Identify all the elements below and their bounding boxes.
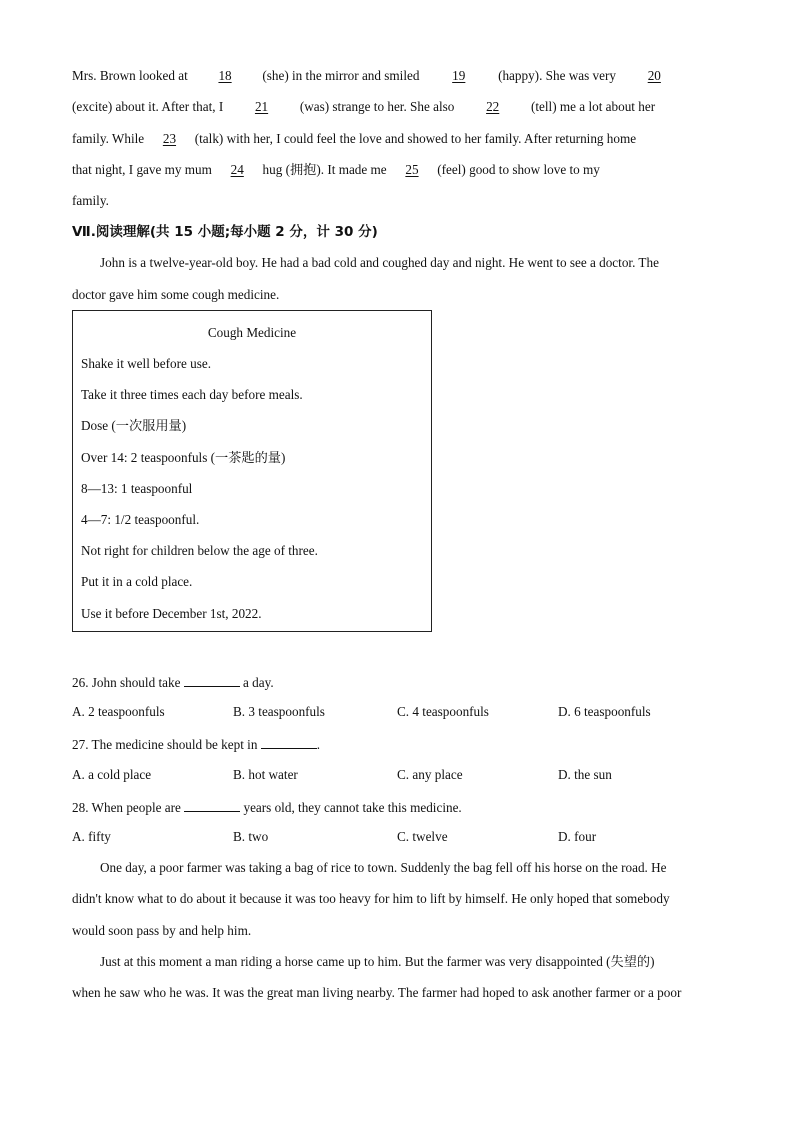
reading1-line-2: doctor gave him some cough medicine. bbox=[72, 287, 280, 302]
option-28-b[interactable]: B. two bbox=[233, 829, 269, 844]
option-27-c[interactable]: C. any place bbox=[397, 767, 463, 782]
medicine-line: Over 14: 2 teaspoonfuls (一茶匙的量) bbox=[81, 450, 286, 465]
option-27-a[interactable]: A. a cold place bbox=[72, 767, 152, 782]
reading1-line-1: John is a twelve-year-old boy. He had a bad cold and coughed day and night. He went to see a doctor. The bbox=[100, 255, 659, 270]
text: (happy). She was very bbox=[494, 68, 620, 83]
medicine-line: Take it three times each day before meals. bbox=[81, 387, 303, 402]
text: that night, I gave my mum bbox=[72, 162, 216, 177]
option-26-d[interactable]: D. 6 teaspoonfuls bbox=[558, 704, 651, 719]
medicine-line: Not right for children below the age of three. bbox=[81, 543, 318, 558]
blank-20[interactable]: 20 bbox=[647, 68, 661, 83]
passage-line-2 bbox=[72, 98, 655, 116]
option-26-b[interactable]: B. 3 teaspoonfuls bbox=[233, 704, 325, 719]
reading2-line-3: would soon pass by and help him. bbox=[72, 923, 252, 938]
medicine-line: Put it in a cold place. bbox=[81, 574, 193, 589]
option-28-a[interactable]: A. fifty bbox=[72, 829, 111, 844]
text: (was) strange to her. She also bbox=[296, 99, 458, 114]
question-stem: 26. John should take bbox=[72, 675, 184, 690]
question-27 bbox=[72, 734, 320, 754]
question-stem: a day. bbox=[239, 675, 274, 690]
question-stem: 27. The medicine should be kept in bbox=[72, 737, 261, 752]
text: (she) in the mirror and smiled bbox=[259, 68, 423, 83]
medicine-line: Use it before December 1st, 2022. bbox=[81, 606, 262, 621]
text: (talk) with her, I could feel the love and showed to her family. After returning home bbox=[191, 131, 637, 146]
question-stem: 28. When people are bbox=[72, 800, 185, 815]
question-28 bbox=[72, 797, 462, 817]
blank-24[interactable]: 24 bbox=[230, 162, 244, 177]
answer-blank[interactable] bbox=[184, 672, 240, 687]
question-26 bbox=[72, 672, 274, 692]
option-27-d[interactable]: D. the sun bbox=[558, 767, 612, 782]
blank-21[interactable]: 21 bbox=[254, 99, 269, 114]
blank-19[interactable]: 19 bbox=[452, 68, 466, 83]
passage-line-3 bbox=[72, 130, 636, 148]
text: (feel) good to show love to my bbox=[433, 162, 600, 177]
question-stem: years old, they cannot take this medicine. bbox=[240, 800, 462, 815]
text: (excite) about it. After that, I bbox=[72, 99, 227, 114]
question-stem: . bbox=[316, 737, 321, 752]
medicine-label-box bbox=[72, 310, 432, 632]
medicine-title: Cough Medicine bbox=[207, 325, 297, 340]
medicine-line: 4—7: 1/2 teaspoonful. bbox=[81, 512, 200, 527]
medicine-line: 8—13: 1 teaspoonful bbox=[81, 481, 193, 496]
blank-18[interactable]: 18 bbox=[218, 68, 232, 83]
medicine-line: Dose (一次服用量) bbox=[81, 418, 187, 433]
option-27-b[interactable]: B. hot water bbox=[233, 767, 298, 782]
text: family. While bbox=[72, 131, 148, 146]
text: hug (拥抱). It made me bbox=[259, 162, 390, 177]
answer-blank[interactable] bbox=[184, 797, 240, 812]
passage-line-4 bbox=[72, 161, 600, 179]
option-26-a[interactable]: A. 2 teaspoonfuls bbox=[72, 704, 165, 719]
passage-line-1 bbox=[72, 67, 689, 85]
reading2-line-5: when he saw who he was. It was the great man living nearby. The farmer had hoped to ask another farmer or a poor bbox=[72, 985, 682, 1000]
option-28-d[interactable]: D. four bbox=[558, 829, 597, 844]
text: (tell) me a lot about her bbox=[527, 99, 656, 114]
text: Mrs. Brown looked at bbox=[72, 68, 192, 83]
blank-25[interactable]: 25 bbox=[405, 162, 419, 177]
passage-line-5: family. bbox=[72, 193, 109, 208]
option-26-c[interactable]: C. 4 teaspoonfuls bbox=[397, 704, 489, 719]
option-28-c[interactable]: C. twelve bbox=[397, 829, 448, 844]
answer-blank[interactable] bbox=[261, 734, 317, 749]
reading2-line-2: didn't know what to do about it because it was too heavy for him to lift by himself. He only hoped that somebody bbox=[72, 891, 670, 906]
blank-23[interactable]: 23 bbox=[162, 131, 177, 146]
reading2-line-4: Just at this moment a man riding a horse came up to him. But the farmer was very disappointed (失望的) bbox=[100, 954, 655, 969]
blank-22[interactable]: 22 bbox=[486, 99, 500, 114]
section-heading: Ⅶ.阅读理解(共 15 小题;每小题 2 分，计 30 分) bbox=[72, 224, 378, 240]
reading2-line-1: One day, a poor farmer was taking a bag of rice to town. Suddenly the bag fell off his horse on the road. He bbox=[100, 860, 667, 875]
medicine-line: Shake it well before use. bbox=[81, 356, 212, 371]
